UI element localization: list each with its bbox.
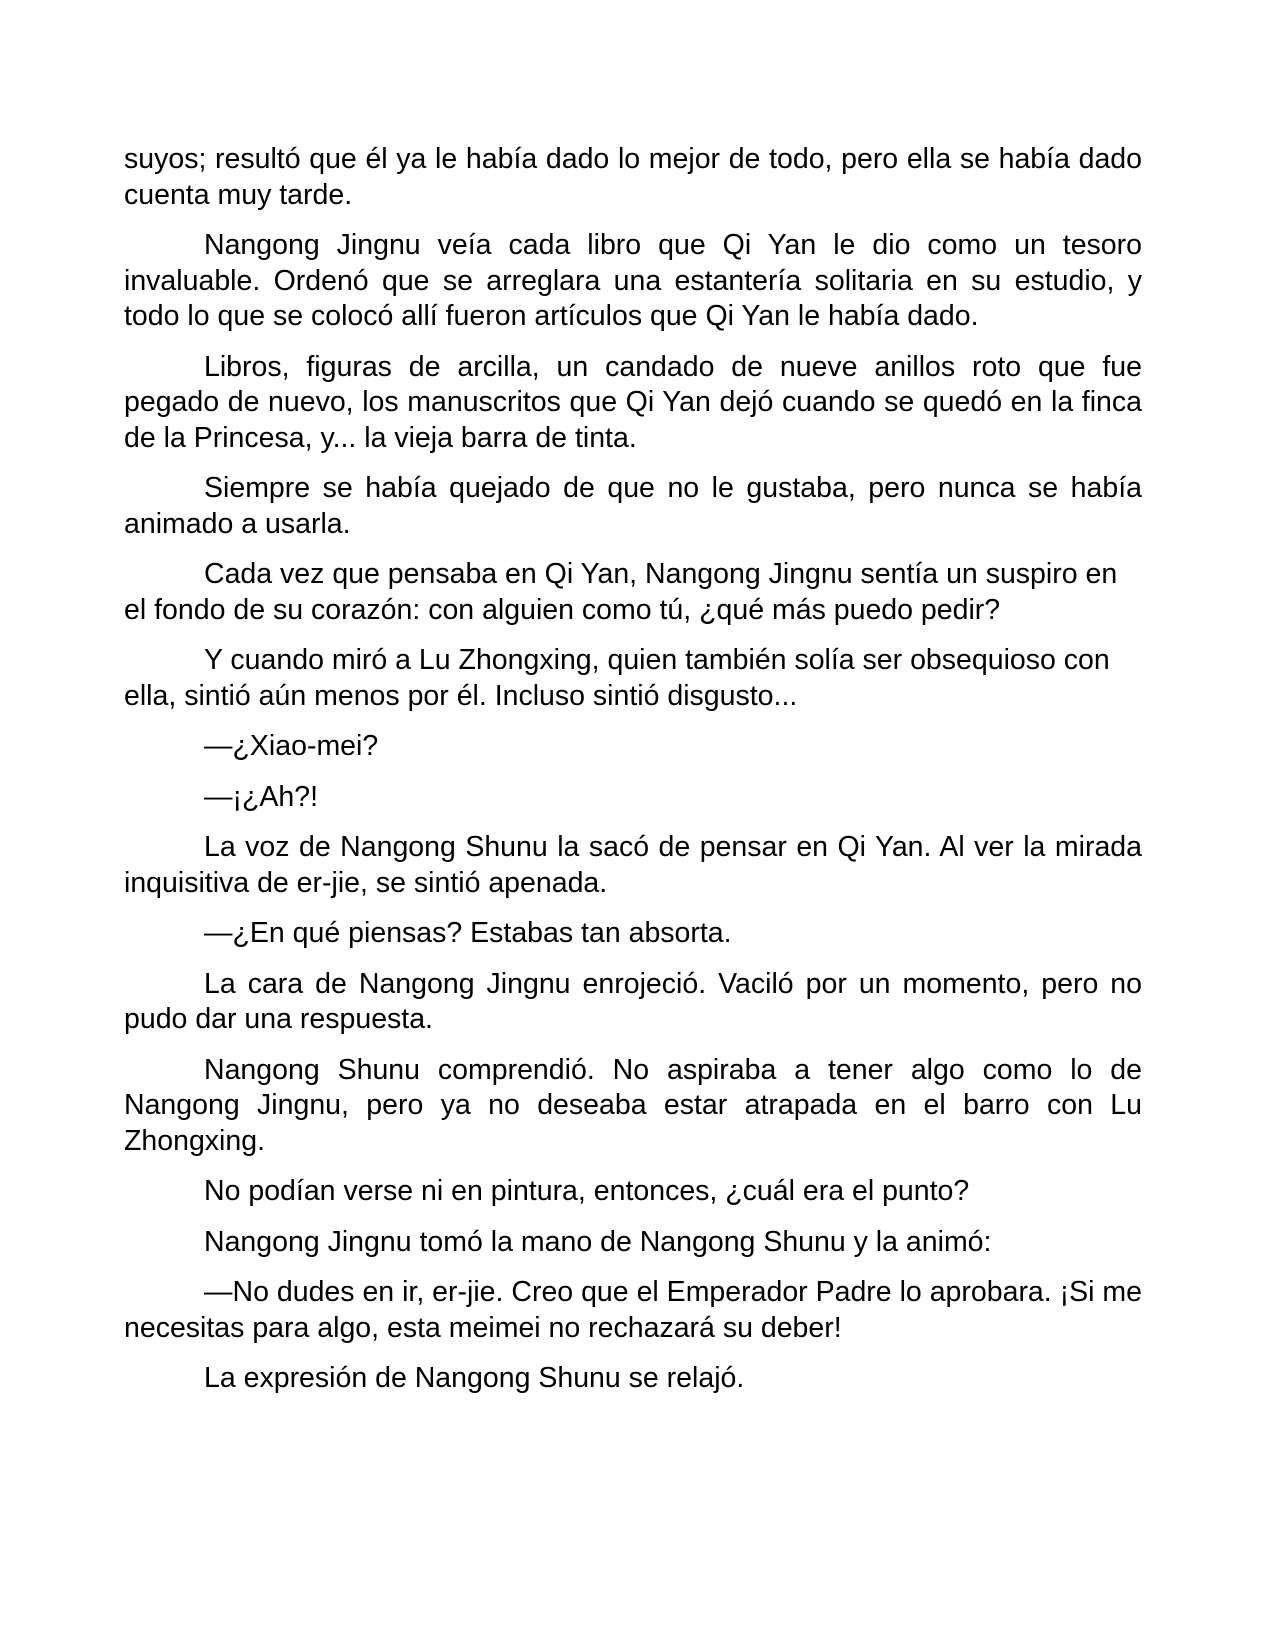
dialogue-line-4: —No dudes en ir, er-jie. Creo que el Emperador Padre lo aprobara. ¡Si me necesitas para algo, esta meimei no rechazará su deber! <box>124 1276 1142 1344</box>
dialogue-line-2: —¡¿Ah?! <box>204 780 319 813</box>
paragraph-11: La cara de Nangong Jingnu enrojeció. Vaciló por un momento, pero no pudo dar una respuesta. <box>124 967 1142 1035</box>
paragraph-14: Nangong Jingnu tomó la mano de Nangong Shunu y la animó: <box>204 1225 992 1258</box>
paragraph-2: Nangong Jingnu veía cada libro que Qi Yan le dio como un tesoro invaluable. Ordenó que se arreglara una estantería solitaria en su estudio, y todo lo que se colocó allí fueron artículos que Qi Yan le había dado. <box>124 229 1142 332</box>
paragraph-5: Cada vez que pensaba en Qi Yan, Nangong Jingnu sentía un suspiro en el fondo de su corazón: con alguien como tú, ¿qué más puedo pedir? <box>124 558 1118 626</box>
document-page <box>124 142 1142 1412</box>
paragraph-12: Nangong Shunu comprendió. No aspiraba a tener algo como lo de Nangong Jingnu, pero ya no deseaba estar atrapada en el barro con Lu Zhongxing. <box>124 1053 1142 1157</box>
paragraph-3: Libros, figuras de arcilla, un candado de nueve anillos roto que fue pegado de nuevo, los manuscritos que Qi Yan dejó cuando se quedó en la finca de la Princesa, y... la vieja barra de tinta. <box>124 350 1142 454</box>
dialogue-line-1: —¿Xiao-mei? <box>204 730 379 762</box>
paragraph-16: La expresión de Nangong Shunu se relajó. <box>204 1362 745 1394</box>
paragraph-1: suyos; resultó que él ya le había dado lo mejor de todo, pero ella se había dado cuenta muy tarde. <box>124 143 1142 211</box>
paragraph-9: La voz de Nangong Shunu la sacó de pensar en Qi Yan. Al ver la mirada inquisitiva de er-jie, se sintió apenada. <box>124 831 1142 899</box>
paragraph-4: Siempre se había quejado de que no le gustaba, pero nunca se había animado a usarla. <box>124 472 1142 540</box>
paragraph-6: Y cuando miró a Lu Zhongxing, quien también solía ser obsequioso con ella, sintió aún menos por él. Incluso sintió disgusto... <box>124 644 1110 712</box>
paragraph-13: No podían verse ni en pintura, entonces, ¿cuál era el punto? <box>204 1175 970 1207</box>
dialogue-line-3: —¿En qué piensas? Estabas tan absorta. <box>204 917 732 949</box>
